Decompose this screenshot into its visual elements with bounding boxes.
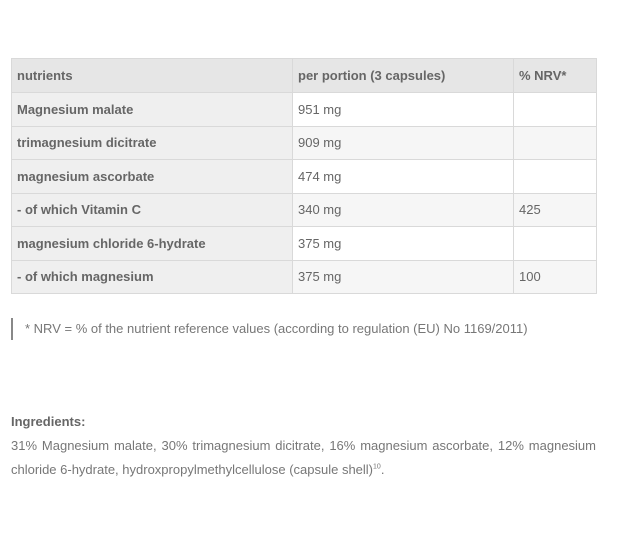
ingredients-text [11, 434, 596, 482]
nrv-footnote: * NRV = % of the nutrient reference values (according to regulation (EU) No 1169/2011) [11, 318, 528, 340]
nutrient-name: magnesium ascorbate [12, 160, 293, 194]
ingredients-list: 31% Magnesium malate, 30% trimagnesium dicitrate, 16% magnesium ascorbate, 12% magnesium chloride 6-hydrate, hydroxpropylmethylcellulose (capsule shell) [11, 438, 596, 477]
nutrient-amount: 340 mg [293, 193, 514, 227]
nutrient-amount: 951 mg [293, 93, 514, 127]
ingredients-section [11, 410, 596, 482]
nutrition-table [11, 58, 597, 294]
nutrient-nrv: 100 [514, 260, 597, 294]
nutrient-amount: 909 mg [293, 126, 514, 160]
table-row [12, 160, 597, 194]
nutrient-nrv [514, 160, 597, 194]
ingredients-superscript: 10 [373, 463, 381, 471]
nutrition-table-container [11, 58, 596, 294]
ingredients-title: Ingredients: [11, 414, 86, 429]
table-header-row [12, 59, 597, 93]
nutrient-amount: 375 mg [293, 260, 514, 294]
nutrient-amount: 375 mg [293, 227, 514, 261]
nutrient-name: Magnesium malate [12, 93, 293, 127]
column-header-per-portion: per portion (3 capsules) [293, 59, 514, 93]
table-row [12, 93, 597, 127]
nutrient-name: - of which Vitamin C [12, 193, 293, 227]
table-row [12, 227, 597, 261]
ingredients-end: . [380, 462, 385, 477]
nutrient-amount: 474 mg [293, 160, 514, 194]
nutrient-nrv [514, 93, 597, 127]
nutrient-name: trimagnesium dicitrate [12, 126, 293, 160]
nutrient-nrv: 425 [514, 193, 597, 227]
table-row [12, 193, 597, 227]
nutrient-name: magnesium chloride 6-hydrate [12, 227, 293, 261]
nutrient-nrv [514, 227, 597, 261]
nutrient-nrv [514, 126, 597, 160]
column-header-nrv: % NRV* [514, 59, 597, 93]
column-header-nutrients: nutrients [12, 59, 293, 93]
table-row [12, 126, 597, 160]
nutrient-name: - of which magnesium [12, 260, 293, 294]
table-row [12, 260, 597, 294]
